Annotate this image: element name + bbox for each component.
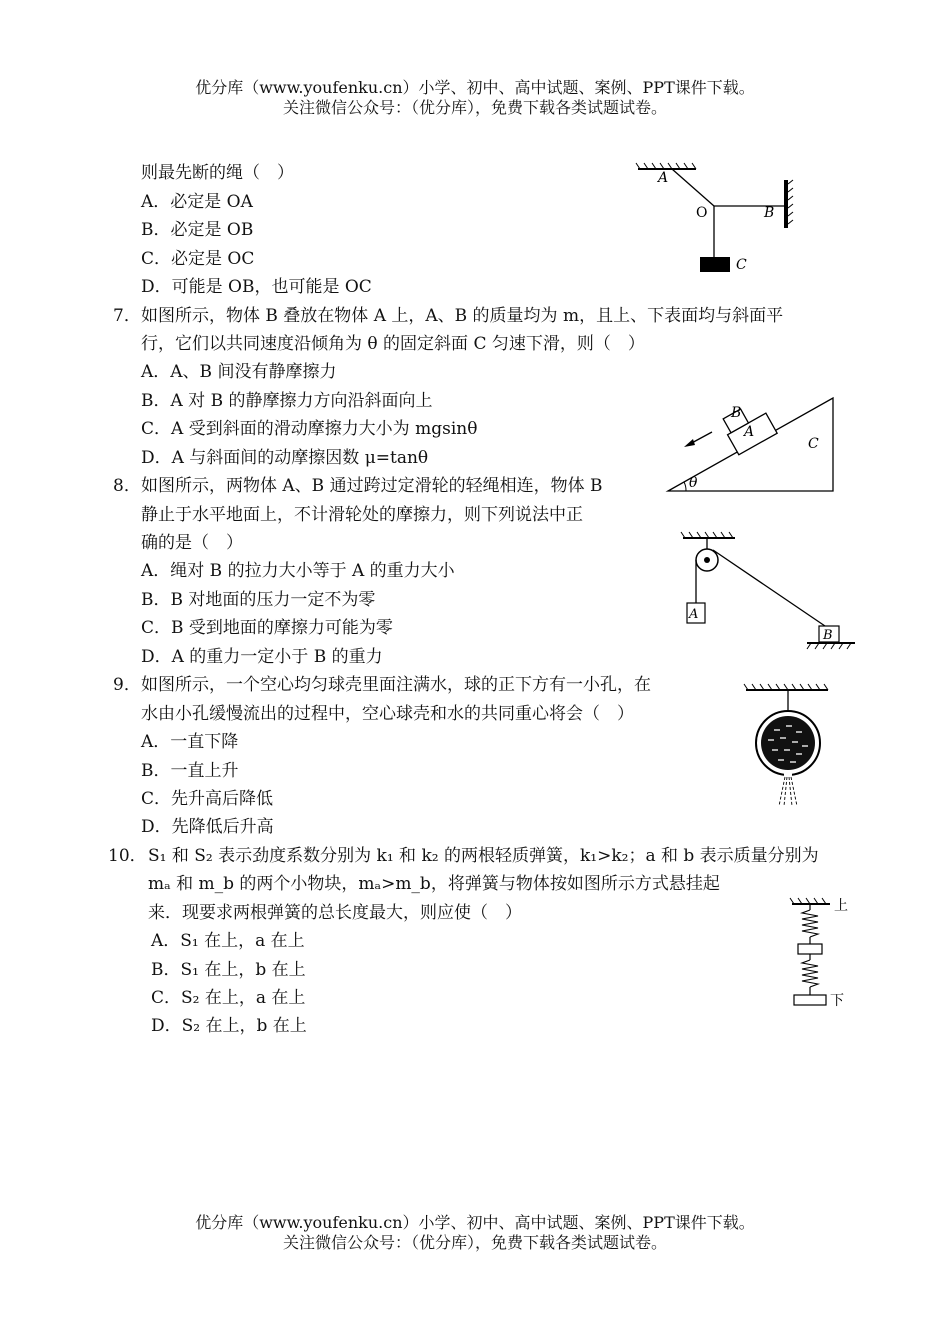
- q8-stem-line-2: 静止于水平地面上，不计滑轮处的摩擦力，则下列说法中正: [141, 505, 583, 525]
- q6-option-a: A．必定是 OA: [141, 192, 253, 212]
- q9-option-a: A．一直下降: [141, 732, 239, 752]
- q8-option-a: A．绳对 B 的拉力大小等于 A 的重力大小: [141, 561, 455, 581]
- q8-option-c: C．B 受到地面的摩擦力可能为零: [141, 618, 393, 638]
- q6-option-c: C．必定是 OC: [141, 249, 255, 269]
- q8-option-d: D．A 的重力一定小于 B 的重力: [141, 647, 383, 667]
- q9-option-d: D．先降低后升高: [141, 817, 274, 837]
- q10-label-bottom: 下: [830, 993, 844, 1009]
- q9-option-c: C．先升高后降低: [141, 789, 274, 809]
- q7-option-c: C．A 受到斜面的滑动摩擦力大小为 mgsinθ: [141, 419, 478, 439]
- q10-figure-springs: [780, 892, 860, 1012]
- q10-stem-line-1: S₁ 和 S₂ 表示劲度系数分别为 k₁ 和 k₂ 的两根轻质弹簧，k₁>k₂；a 和 b 表示质量分别为: [148, 846, 819, 866]
- q6-option-b: B．必定是 OB: [141, 220, 254, 240]
- q6-label-a: A: [658, 170, 669, 186]
- q7-number: 7．: [113, 306, 141, 326]
- q7-label-b: B: [731, 405, 742, 421]
- footer-line-1: 优分库（www.youfenku.cn）小学、初中、高中试题、案例、PPT课件下载。: [195, 1213, 755, 1232]
- q8-number: 8．: [113, 476, 141, 496]
- q9-figure-sphere: [738, 680, 838, 810]
- q7-label-c: C: [808, 436, 819, 452]
- q8-label-b: B: [823, 628, 833, 643]
- q9-stem-line-2: 水由小孔缓慢流出的过程中，空心球壳和水的共同重心将会（ ）: [141, 704, 634, 724]
- q10-number: 10．: [108, 846, 147, 866]
- q8-label-a: A: [689, 607, 699, 622]
- page-footer: [0, 1213, 950, 1253]
- q6-label-c: C: [736, 257, 747, 273]
- q7-option-b: B．A 对 B 的静摩擦力方向沿斜面向上: [141, 391, 433, 411]
- q9-number: 9．: [113, 675, 141, 695]
- q7-label-theta: θ: [689, 475, 698, 491]
- q6-label-o: O: [696, 205, 708, 221]
- q8-option-b: B．B 对地面的压力一定不为零: [141, 590, 376, 610]
- q10-option-c: C．S₂ 在上，a 在上: [151, 988, 306, 1008]
- q9-option-b: B．一直上升: [141, 761, 239, 781]
- q10-option-d: D．S₂ 在上，b 在上: [151, 1016, 307, 1036]
- q7-label-a: A: [744, 424, 755, 440]
- q10-option-a: A．S₁ 在上，a 在上: [151, 931, 305, 951]
- q7-option-d: D．A 与斜面间的动摩擦因数 μ=tanθ: [141, 448, 429, 468]
- q6-figure-knot-ropes: [630, 160, 800, 280]
- q6-stem: 则最先断的绳（ ）: [141, 163, 294, 183]
- q7-stem-line-1: 如图所示，物体 B 叠放在物体 A 上，A、B 的质量均为 m，且上、下表面均与斜面平: [141, 306, 784, 326]
- q7-figure-incline: [660, 390, 845, 500]
- q10-label-top: 上: [834, 898, 848, 914]
- header-line-2: 关注微信公众号：（优分库），免费下载各类试题试卷。: [282, 98, 667, 117]
- q8-stem-line-3: 确的是（ ）: [141, 533, 243, 553]
- q8-stem-line-1: 如图所示，两物体 A、B 通过跨过定滑轮的轻绳相连，物体 B: [141, 476, 603, 496]
- q6-label-b: B: [764, 205, 775, 221]
- q8-figure-pulley: [675, 530, 860, 655]
- q10-stem-line-2: mₐ 和 m_b 的两个小物块，mₐ>m_b，将弹簧与物体按如图所示方式悬挂起: [148, 874, 720, 894]
- q10-option-b: B．S₁ 在上，b 在上: [151, 960, 306, 980]
- q9-stem-line-1: 如图所示，一个空心均匀球壳里面注满水，球的正下方有一小孔，在: [141, 675, 651, 695]
- header-line-1: 优分库（www.youfenku.cn）小学、初中、高中试题、案例、PPT课件下载。: [195, 78, 755, 97]
- q6-option-d: D．可能是 OB，也可能是 OC: [141, 277, 372, 297]
- q10-stem-line-3: 来．现要求两根弹簧的总长度最大，则应使（ ）: [148, 903, 522, 923]
- footer-line-2: 关注微信公众号：（优分库），免费下载各类试题试卷。: [282, 1233, 667, 1252]
- page-header: [0, 78, 950, 118]
- q7-option-a: A．A、B 间没有静摩擦力: [141, 362, 337, 382]
- q7-stem-line-2: 行，它们以共同速度沿倾角为 θ 的固定斜面 C 匀速下滑，则（ ）: [141, 334, 645, 354]
